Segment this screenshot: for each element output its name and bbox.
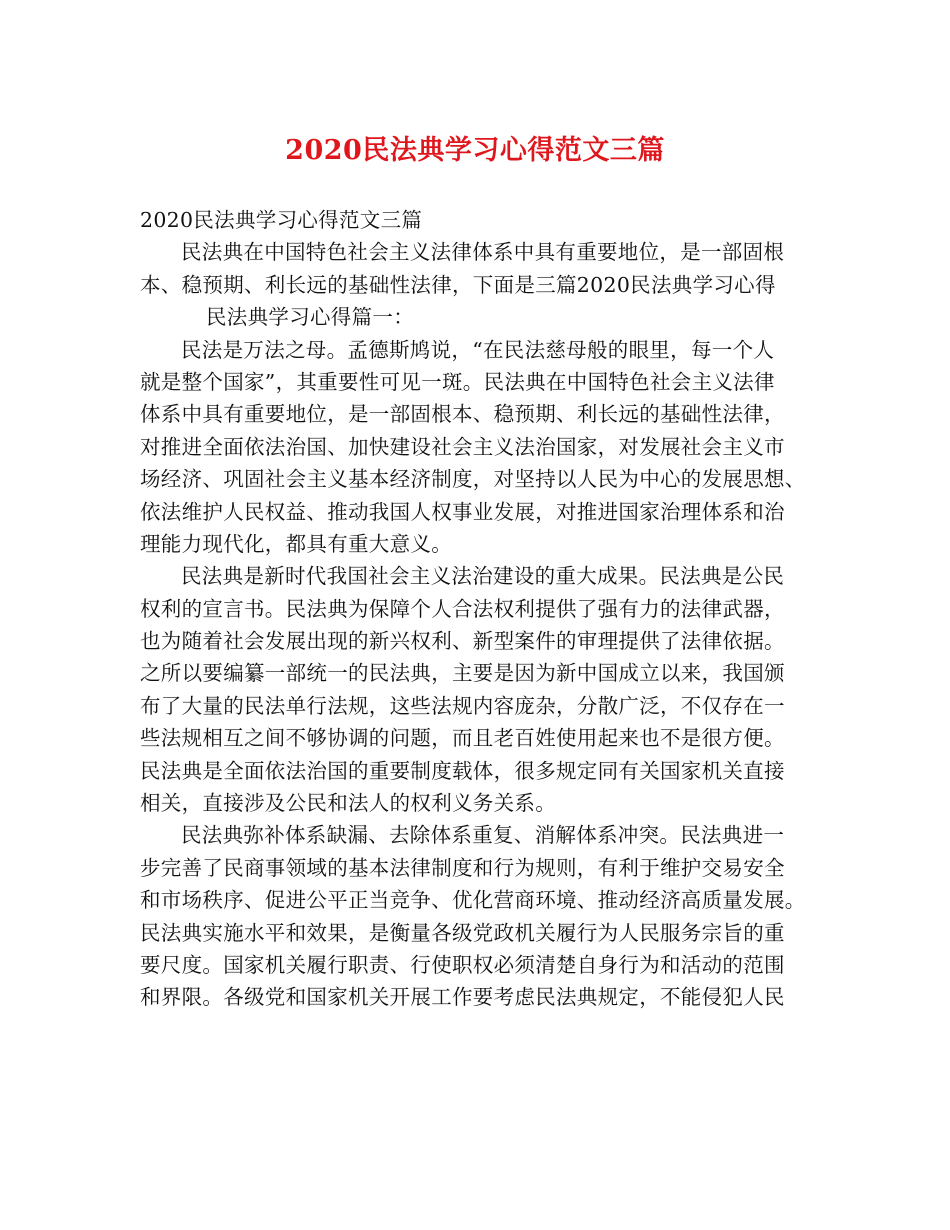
paragraph-2-line: 相关，直接涉及公民和法人的权利义务关系。 bbox=[140, 791, 556, 816]
paragraph-2-line: 权利的宣言书。民法典为保障个人合法权利提供了强有力的法律武器， bbox=[140, 596, 785, 621]
paragraph-2-line: 也为随着社会发展出现的新兴权利、新型案件的审理提供了法律依据。 bbox=[140, 629, 785, 654]
paragraph-1-line: 理能力现代化，都具有重大意义。 bbox=[140, 531, 452, 556]
paragraph-2-line: 民法典是新时代我国社会主义法治建设的重大成果。民法典是公民 bbox=[181, 564, 785, 589]
paragraph-3-line: 和界限。各级党和国家机关开展工作要考虑民法典规定，不能侵犯人民 bbox=[140, 985, 785, 1010]
intro-line-1: 民法典在中国特色社会主义法律体系中具有重要地位，是一部固根 bbox=[181, 240, 785, 265]
document-body bbox=[140, 204, 820, 1014]
document-title: 2020民法典学习心得范文三篇 bbox=[285, 135, 665, 166]
paragraph-1-line: 场经济、巩固社会主义基本经济制度，对坚持以人民为中心的发展思想、 bbox=[140, 467, 806, 492]
paragraph-2-line: 些法规相互之间不够协调的问题，而且老百姓使用起来也不是很方便。 bbox=[140, 726, 785, 751]
paragraph-3-line: 民法典弥补体系缺漏、去除体系重复、消解体系冲突。民法典进一 bbox=[181, 823, 785, 848]
paragraph-1-line: 民法是万法之母。孟德斯鸠说，“在民法慈母般的眼里，每一个人 bbox=[181, 337, 775, 362]
paragraph-3-line: 民法典实施水平和效果，是衡量各级党政机关履行为人民服务宗旨的重 bbox=[140, 920, 785, 945]
subtitle-line: 2020民法典学习心得范文三篇 bbox=[140, 208, 423, 232]
paragraph-3-line: 和市场秩序、促进公平正当竞争、优化营商环境、推动经济高质量发展。 bbox=[140, 888, 806, 913]
paragraph-3-line: 要尺度。国家机关履行职责、行使职权必须清楚自身行为和活动的范围 bbox=[140, 952, 785, 977]
intro-line-2: 本、稳预期、利长远的基础性法律，下面是三篇2020民法典学习心得 bbox=[140, 272, 776, 297]
paragraph-1-line: 依法维护人民权益、推动我国人权事业发展，对推进国家治理体系和治 bbox=[140, 499, 785, 524]
paragraph-1-line: 就是整个国家”，其重要性可见一斑。民法典在中国特色社会主义法律 bbox=[140, 369, 775, 394]
section-heading: 民法典学习心得篇一： bbox=[206, 305, 414, 330]
paragraph-2-line: 民法典是全面依法治国的重要制度载体，很多规定同有关国家机关直接 bbox=[140, 758, 785, 783]
paragraph-2-line: 之所以要编纂一部统一的民法典，主要是因为新中国成立以来，我国颁 bbox=[140, 661, 785, 686]
paragraph-1-line: 对推进全面依法治国、加快建设社会主义法治国家，对发展社会主义市 bbox=[140, 434, 785, 459]
paragraph-1-line: 体系中具有重要地位，是一部固根本、稳预期、利长远的基础性法律， bbox=[140, 402, 785, 427]
paragraph-2-line: 布了大量的民法单行法规，这些法规内容庞杂，分散广泛，不仅存在一 bbox=[140, 693, 785, 718]
paragraph-3-line: 步完善了民商事领域的基本法律制度和行为规则，有利于维护交易安全 bbox=[140, 855, 785, 880]
